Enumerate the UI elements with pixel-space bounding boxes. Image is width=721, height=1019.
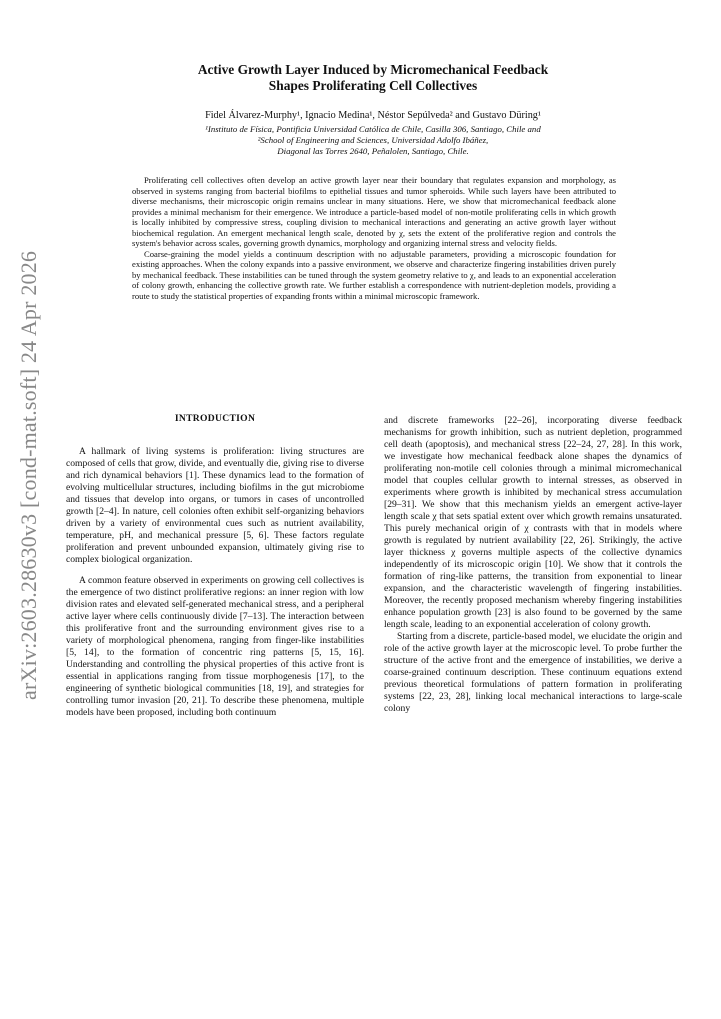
intro-paragraph-4: Starting from a discrete, particle-based model, we elucidate the origin and role of the active growth layer at the microscopic level. To probe further the structure of the active front and the emergence of instabilities, we derive a coarse-grained continuum description. These continuum equations extend previous theoretical formulations of pattern formation in proliferating systems [22, 23, 28], linking local mechanical interactions to large-scale colony xyxy=(384,631,682,714)
paper-title xyxy=(100,62,646,94)
title-line-2: Shapes Proliferating Cell Collectives xyxy=(268,78,478,93)
abstract-paragraph-2: Coarse-graining the model yields a continuum description with no adjustable parameters, providing a microscopic foundation for existing approaches. When the colony expands into a passive environment, we observe and characterize fingering instabilities driven purely by mechanical feedback. These instabilities can be tuned through the system geometry relative to χ, and leads to an exponential acceleration of colony growth, enhancing the collective growth rate. We further establish a correspondence with nutrient-depletion models, providing a route to study the statistical properties of expanding fronts within a minimal microscopic framework. xyxy=(132,248,616,302)
abstract xyxy=(132,175,616,302)
right-column xyxy=(384,415,682,715)
intro-paragraph-1: A hallmark of living systems is proliferation: living structures are composed of cells that grow, divide, and eventually die, giving rise to diverse and rich dynamical behaviors [1]. These dynamics lead to the formation of evolving multicellular structures, including biofilms in the gut microbiome and tissues that develop into organs, or tumors in cases of uncontrolled growth [2–4]. In nature, cell colonies often exhibit self-organizing behaviors driven by a variety of environmental cues such as nutrient availability, temperature, pH, and mechanical pressure [5, 6]. These factors regulate proliferation and prevent unbounded expansion, ultimately giving rise to complex biological organization. xyxy=(66,446,364,565)
intro-paragraph-3: and discrete frameworks [22–26], incorporating diverse feedback mechanisms for growth inhibition, such as nutrient depletion, programmed cell death (apoptosis), and mechanical stress [22–24, 27, 28]. In this work, we investigate how mechanical feedback alone shapes the dynamics of proliferating non-motile cell colonies through a minimal micromechanical model that couples cellular growth to internal stresses, as observed in experiments where growth is inhibited by mechanical stress accumulation [29–31]. We show that this mechanism yields an emergent active-layer length scale χ that sets spatial extent over which growth remains unsaturated. This purely mechanical origin of χ contrasts with that in models where growth is regulated by nutrient availability [22, 26]. Strikingly, the active layer thickness χ governs multiple aspects of the collective dynamics independently of its microscopic origin [10]. We show that it controls the formation of ring-like patterns, the transition from exponential to linear expansion, and the characteristic wavelength of fingering instabilities. Moreover, the recently proposed mechanism whereby fingering instabilities enhance population growth [23] is also found to be governed by the same length scale, leading to an exponential acceleration of colony growth. xyxy=(384,415,682,630)
affiliations xyxy=(100,124,646,157)
left-column xyxy=(66,413,364,719)
title-line-1: Active Growth Layer Induced by Micromechanical Feedback xyxy=(197,62,549,77)
intro-paragraph-2: A common feature observed in experiments on growing cell collectives is the emergence of two distinct proliferative regions: an inner region with low division rates and elevated self-generated mechanical stress, and a peripheral active layer where cells continuously divide [7–13]. The interaction between this proliferative front and the surrounding environment gives rise to a variety of morphological phenomena, ranging from finger-like instabilities [5, 14], to the formation of concentric ring patterns [5, 15, 16]. Understanding and controlling the physical properties of this active front is essential in applications ranging from tissue morphogenesis [17], to the engineering of synthetic biological communities [18, 19], and strategies for controlling tumor invasion [20, 21]. To describe these phenomena, multiple models have been proposed, including both continuum xyxy=(66,575,364,718)
section-heading-introduction: INTRODUCTION xyxy=(174,413,256,424)
affiliation-line-2: ²School of Engineering and Sciences, Universidad Adolfo Ibáñez, xyxy=(257,135,489,145)
author-list: Fidel Álvarez-Murphy¹, Ignacio Medina¹, Néstor Sepúlveda² and Gustavo Düring¹ xyxy=(205,110,541,121)
abstract-paragraph-1: Proliferating cell collectives often develop an active growth layer near their boundary that regulates expansion and morphology, as observed in systems ranging from bacterial biofilms to epithelial tissues and tumor spheroids. While such layers have been attributed to diverse mechanisms, their microscopic origin remains unclear in many situations. Here, we show that micromechanical feedback alone provides a minimal mechanism for their emergence. We introduce a particle-based model of non-motile proliferating cells in which growth is locally inhibited by compressive stress, coupling division to mechanical interactions and generating an active growth layer without biochemical regulation. An emergent mechanical length scale, denoted by χ, sets the extent of the proliferative region and controls the system's behavior across scales, governing growth dynamics, morphology and organizing internal stress and velocity fields. xyxy=(132,175,616,249)
arxiv-side-label: arXiv:2603.28630v3 [cond-mat.soft] 24 Apr 2026 xyxy=(16,250,41,700)
affiliation-line-3: Diagonal las Torres 2640, Peñalolen, Santiago, Chile. xyxy=(277,146,469,156)
affiliation-line-1: ¹Instituto de Física, Pontificia Universidad Católica de Chile, Casilla 306, Santiago, Chile and xyxy=(205,124,541,134)
